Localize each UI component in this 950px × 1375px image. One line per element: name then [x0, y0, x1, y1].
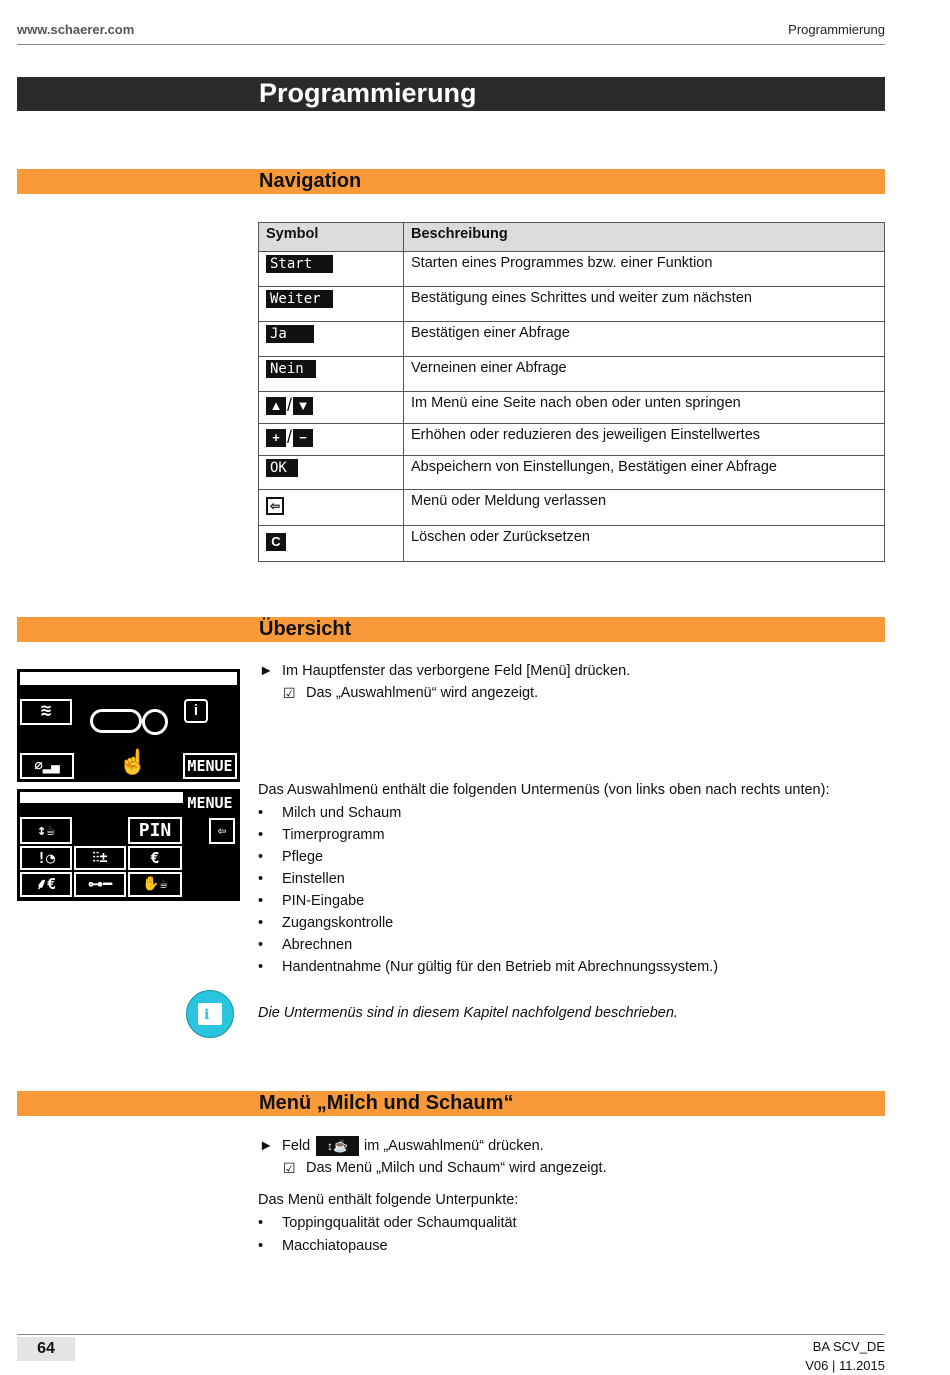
- key-icon: ⊶━: [74, 872, 126, 897]
- checkbox-checked-icon: ☑: [283, 1160, 296, 1176]
- milk-foam-icon: ↕☕: [20, 817, 72, 844]
- nein-symbol: Nein: [266, 360, 316, 378]
- minus-icon: −: [293, 429, 313, 447]
- table-header-row: [259, 223, 885, 252]
- table-row: [259, 322, 885, 357]
- exit-icon: ⇦: [266, 497, 284, 515]
- note-text: Die Untermenüs sind in diesem Kapitel nachfolgend beschrieben.: [258, 1005, 678, 1021]
- status-bar: [20, 792, 183, 803]
- section-bar-overview: [17, 617, 885, 642]
- section-heading-milk-menu: Menü „Milch und Schaum“: [259, 1092, 514, 1114]
- page-down-icon: ▼: [293, 397, 313, 415]
- ok-symbol: OK: [266, 459, 298, 477]
- row-desc: Im Menü eine Seite nach oben oder unten springen: [404, 392, 885, 424]
- main-window-screen: [17, 669, 240, 782]
- table-row: ▲ / ▼ Im Menü eine Seite nach oben oder unten springen: [259, 392, 885, 424]
- page-up-icon: ▲: [266, 397, 286, 415]
- signal-icon: ⌀▂▄: [20, 753, 74, 779]
- row-desc: Starten eines Programmes bzw. einer Funktion: [404, 252, 885, 287]
- exit-icon: ⇦: [209, 818, 235, 844]
- col-header-desc: Beschreibung: [404, 223, 885, 252]
- row-desc: Bestätigung eines Schrittes und weiter zum nächsten: [404, 287, 885, 322]
- table-row: [259, 526, 885, 562]
- page-title-bar: [17, 77, 885, 111]
- row-desc: Abspeichern von Einstellungen, Bestätigen einer Abfrage: [404, 456, 885, 490]
- info-icon: i: [184, 699, 208, 723]
- table-row: + / − Erhöhen oder reduzieren des jeweiligen Einstellwertes: [259, 424, 885, 456]
- menu-field: MENUE: [183, 753, 237, 779]
- row-desc: Bestätigen einer Abfrage: [404, 322, 885, 357]
- hand-pointer-icon: ☝: [118, 749, 148, 776]
- step-prefix: Feld: [282, 1138, 311, 1154]
- ja-symbol: Ja: [266, 325, 314, 343]
- section-bar-navigation: [17, 169, 885, 194]
- manual-dispense-icon: ✋☕: [128, 872, 182, 897]
- header-divider: [17, 44, 885, 45]
- clear-icon: C: [266, 533, 286, 551]
- header-section: Programmierung: [788, 22, 885, 37]
- step-arrow-icon: ►: [259, 663, 274, 679]
- table-row: [259, 456, 885, 490]
- table-row: [259, 287, 885, 322]
- weiter-symbol: Weiter: [266, 290, 333, 308]
- timer-icon: !◔: [20, 846, 72, 870]
- section-bar-milk-menu: [17, 1091, 885, 1116]
- header-site: www.schaerer.com: [17, 22, 135, 37]
- result-text: Das Menü „Milch und Schaum“ wird angezeigt.: [306, 1160, 607, 1176]
- step-arrow-icon: ►: [259, 1138, 274, 1154]
- status-bar: [20, 672, 237, 685]
- section-heading-overview: Übersicht: [259, 618, 352, 640]
- section-heading-navigation: Navigation: [259, 170, 362, 192]
- page-number: 64: [17, 1337, 75, 1361]
- doc-id: BA SCV_DE: [812, 1339, 885, 1354]
- book-info-icon: i: [186, 990, 234, 1038]
- care-icon: ⸙€: [20, 872, 72, 897]
- milk-foam-icon: ↕☕: [316, 1136, 359, 1156]
- row-desc: Verneinen einer Abfrage: [404, 357, 885, 392]
- steam-icon: ≋: [20, 699, 72, 725]
- dispense-icon: [90, 709, 142, 733]
- menu-label: MENUE: [187, 794, 233, 812]
- footer-divider: [17, 1334, 885, 1335]
- overview-intro: Das Auswahlmenü enthält die folgenden Untermenüs (von links oben nach rechts unten):: [258, 782, 830, 798]
- plus-icon: +: [266, 429, 286, 447]
- settings-sliders-icon: ⫶⫶±: [74, 846, 126, 870]
- doc-version: V06 | 11.2015: [805, 1358, 885, 1373]
- step-suffix: im „Auswahlmenü“ drücken.: [364, 1138, 544, 1154]
- billing-icon: €: [128, 846, 182, 870]
- dial-icon: [142, 709, 168, 735]
- row-desc: Menü oder Meldung verlassen: [404, 490, 885, 526]
- checkbox-checked-icon: ☑: [283, 685, 296, 701]
- milk-menu-intro: Das Menü enthält folgende Unterpunkte:: [258, 1192, 519, 1208]
- result-text: Das „Auswahlmenü“ wird angezeigt.: [306, 685, 539, 701]
- selection-menu-screen: [17, 789, 240, 901]
- col-header-symbol: Symbol: [259, 223, 404, 252]
- page-title: Programmierung: [259, 78, 477, 108]
- table-row: [259, 357, 885, 392]
- row-desc: Löschen oder Zurücksetzen: [404, 526, 885, 562]
- table-row: [259, 252, 885, 287]
- table-row: [259, 490, 885, 526]
- pin-entry-icon: PIN: [128, 817, 182, 844]
- start-symbol: Start: [266, 255, 333, 273]
- navigation-table: [258, 222, 885, 562]
- step-text: Im Hauptfenster das verborgene Feld [Menü] drücken.: [282, 663, 631, 679]
- row-desc: Erhöhen oder reduzieren des jeweiligen Einstellwertes: [404, 424, 885, 456]
